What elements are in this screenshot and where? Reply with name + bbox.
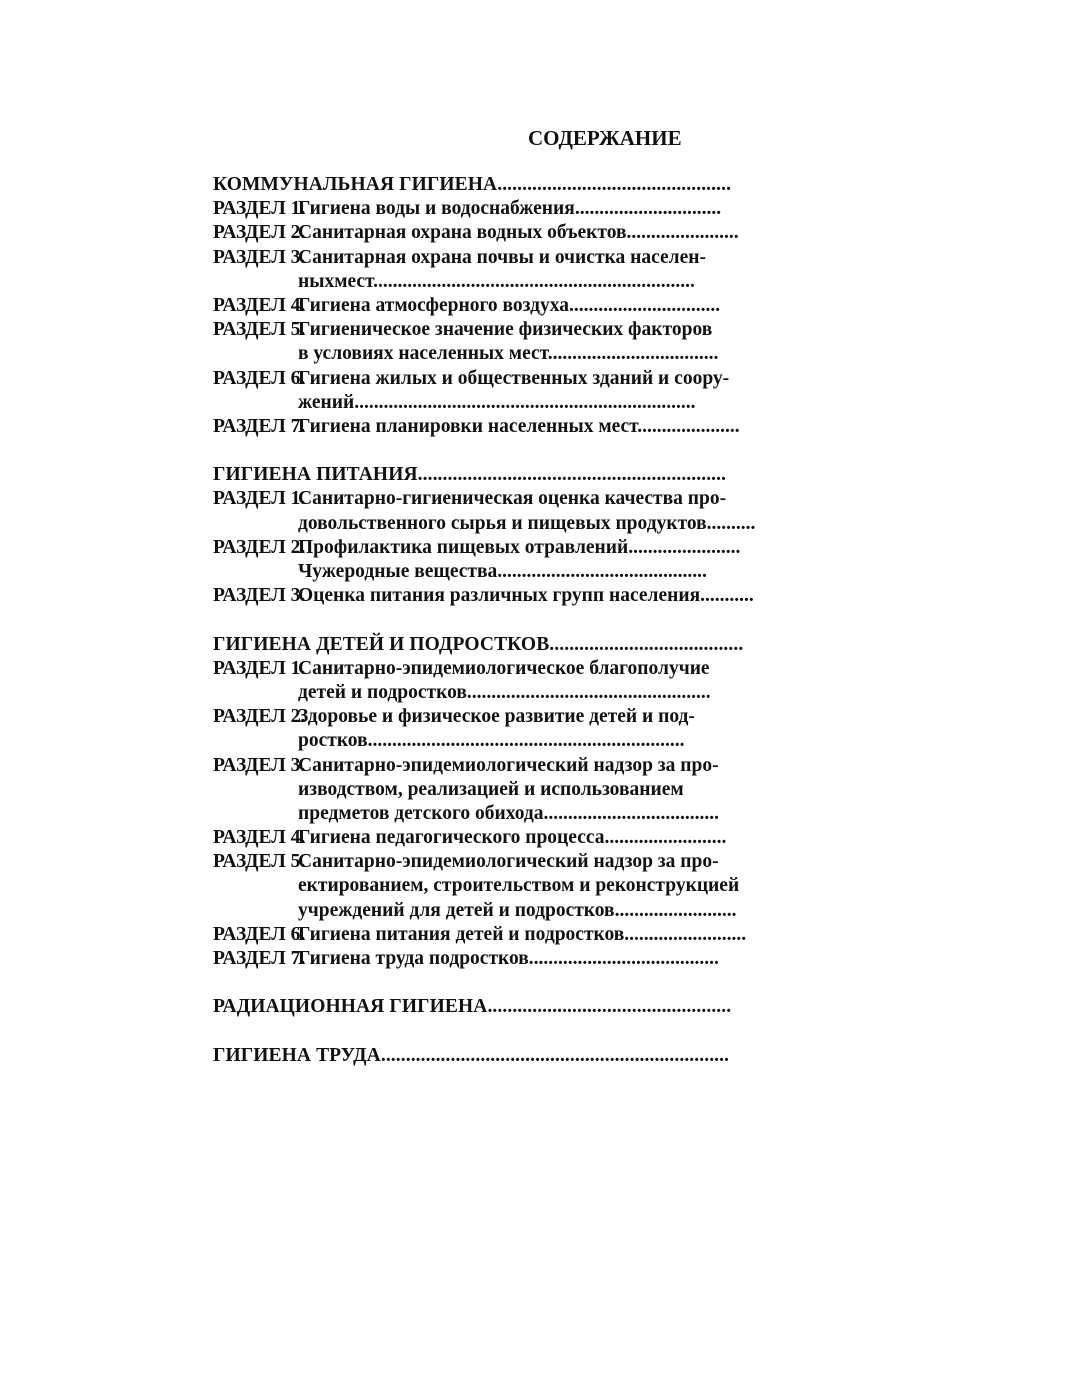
toc-section-number: РАЗДЕЛ 6. (213, 923, 306, 945)
toc-entry (213, 705, 755, 729)
spacer (213, 971, 755, 995)
toc-entry (213, 850, 755, 874)
toc-section-number: РАЗДЕЛ 3. (213, 246, 306, 268)
toc-entry-text: Гигиена педагогического процесса......................... (298, 827, 727, 849)
toc-section-number: РАЗДЕЛ 2. (213, 706, 306, 728)
toc-section-number: РАЗДЕЛ 3. (213, 585, 306, 607)
toc-section-number: РАЗДЕЛ 2. (213, 222, 306, 244)
toc-entry-text: Санитарно-эпидемиологический надзор за про- (298, 851, 719, 873)
toc-entry-text: Санитарно-эпидемиологический надзор за про- (298, 754, 719, 776)
toc-heading: ГИГИЕНА ТРУДА...................................................................... (213, 1044, 730, 1066)
toc-heading: ГИГИЕНА ДЕТЕЙ И ПОДРОСТКОВ....................................... (213, 633, 744, 655)
toc-entry-text: Гигиена питания детей и подростков......................... (298, 923, 747, 945)
toc-entry-text: Здоровье и физическое развитие детей и под- (298, 706, 695, 728)
toc-entry (213, 657, 755, 681)
toc-heading: ГИГИЕНА ПИТАНИЯ.............................................................. (213, 464, 727, 486)
toc-entry-continuation: довольственного сырья и пищевых продуктов.......... (298, 512, 756, 534)
toc-entry (213, 246, 755, 270)
spacer (213, 1020, 755, 1044)
toc-section-number: РАЗДЕЛ 1. (213, 657, 306, 679)
toc-entry-continuation: изводством, реализацией и использованием (298, 778, 684, 800)
toc-entry-continuation: ектированием, строительством и реконструкцией (298, 875, 740, 897)
toc-entry-text: Санитарно-эпидемиологическое благополучие (298, 657, 710, 679)
toc-entry (213, 415, 755, 439)
toc-entry (213, 826, 755, 850)
table-of-contents (213, 173, 755, 1068)
toc-entry-text: Санитарная охрана водных объектов....................... (298, 222, 739, 244)
toc-section-number: РАЗДЕЛ 3. (213, 754, 306, 776)
toc-section-number: РАЗДЕЛ 4. (213, 294, 306, 316)
toc-section-number: РАЗДЕЛ 1. (213, 488, 306, 510)
toc-section-number: РАЗДЕЛ 6. (213, 367, 306, 389)
page-title: СОДЕРЖАНИЕ (528, 126, 682, 150)
toc-entry-text: Оценка питания различных групп населения........... (298, 585, 754, 607)
toc-section-number: РАЗДЕЛ 4. (213, 827, 306, 849)
spacer (213, 608, 755, 632)
toc-entry-text: Гигиена атмосферного воздуха............................... (298, 294, 721, 316)
toc-section-number: РАЗДЕЛ 5. (213, 319, 306, 341)
toc-section-number: РАЗДЕЛ 1. (213, 198, 306, 220)
toc-entry-continuation: ростков................................................................. (298, 730, 685, 752)
toc-entry-continuation: в условиях населенных мест................................... (298, 343, 719, 365)
toc-entry (213, 487, 755, 511)
toc-entry-continuation: Чужеродные вещества........................................... (298, 561, 707, 582)
toc-entry-continuation: детей и подростков.................................................. (298, 681, 711, 703)
toc-entry-text: Гигиена жилых и общественных зданий и соору- (298, 367, 730, 389)
spacer (213, 439, 755, 463)
toc-entry (213, 536, 755, 560)
toc-entry (213, 754, 755, 778)
toc-entry (213, 947, 755, 971)
toc-entry (213, 584, 755, 608)
toc-entry-text: Гигиена планировки населенных мест..................... (298, 415, 740, 437)
toc-section-number: РАЗДЕЛ 7. (213, 948, 306, 969)
toc-entry (213, 923, 755, 947)
toc-heading: КОММУНАЛЬНАЯ ГИГИЕНА............................................... (213, 174, 732, 195)
toc-entry-continuation: ныхмест.................................................................. (298, 270, 695, 292)
toc-entry-continuation: учреждений для детей и подростков......................... (298, 899, 737, 921)
toc-entry-text: Профилактика пищевых отравлений....................... (298, 536, 741, 558)
toc-heading: РАДИАЦИОННАЯ ГИГИЕНА................................................. (213, 996, 732, 1018)
toc-entry-continuation: предметов детского обихода.................................... (298, 802, 720, 824)
toc-entry (213, 221, 755, 245)
toc-entry-text: Гигиена воды и водоснабжения.............................. (298, 198, 722, 220)
toc-entry-continuation: жений...................................................................... (298, 391, 696, 413)
toc-entry (213, 197, 755, 221)
toc-entry-text: Гигиена труда подростков....................................... (298, 948, 719, 969)
toc-entry-text: Санитарная охрана почвы и очистка населен- (298, 246, 706, 268)
toc-entry (213, 294, 755, 318)
toc-entry-text: Санитарно-гигиеническая оценка качества про- (298, 488, 727, 510)
toc-entry-text: Гигиеническое значение физических факторов (298, 319, 713, 341)
toc-section-number: РАЗДЕЛ 5. (213, 851, 306, 873)
toc-entry (213, 318, 755, 342)
toc-entry (213, 367, 755, 391)
toc-section-number: РАЗДЕЛ 7. (213, 415, 306, 437)
toc-section-number: РАЗДЕЛ 2. (213, 536, 306, 558)
